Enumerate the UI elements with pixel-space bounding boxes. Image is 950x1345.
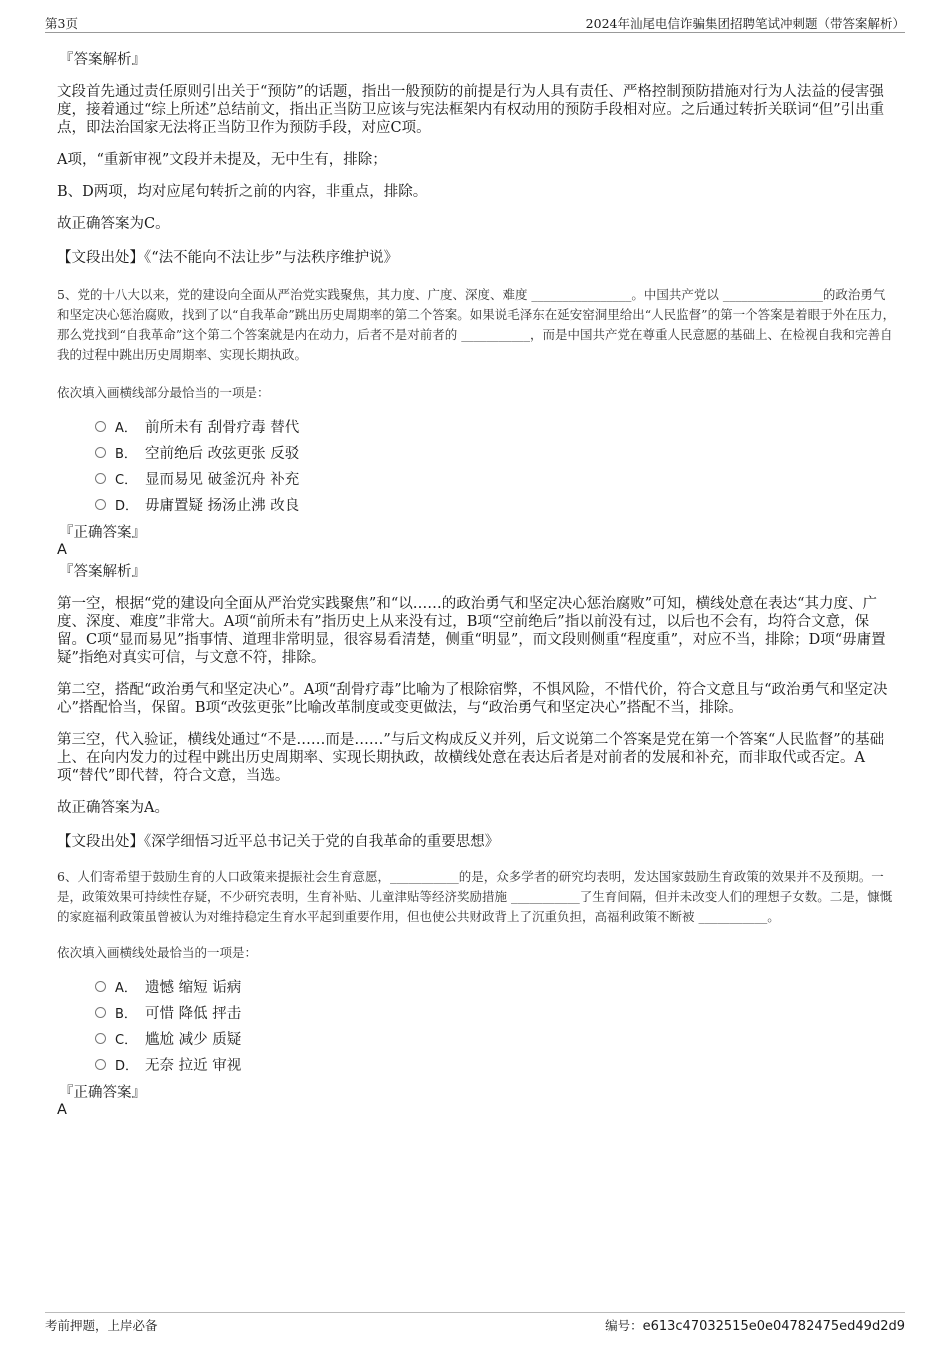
option-text: 可惜 降低 抨击 — [145, 1005, 242, 1022]
analysis-paragraph: 第一空，根据“党的建设向全面从严治党实践聚焦”和“以……的政治勇气和坚定决心惩治腐败”可知，横线处意在表达“其力度、广度、深度、难度”非常大。A项“前所未有”指历史上从来没有过，B项“空前绝后”指以前没有过，以后也不会有，均符合文意，保留。C项“显而易见”指事情、道理非常明显，很容易看清楚，侧重“明显”，而文段则侧重“程度重”，对应不当，排除；D项“毋庸置疑”指绝对真实可信，与文意不符，排除。 — [57, 596, 886, 666]
correct-answer: A — [57, 1102, 67, 1118]
radio-icon[interactable] — [95, 1059, 106, 1070]
radio-icon[interactable] — [95, 1007, 106, 1018]
option-letter: A． — [115, 420, 137, 436]
analysis-paragraph: 故正确答案为C。 — [57, 216, 170, 232]
option-c[interactable] — [95, 465, 897, 491]
radio-icon[interactable] — [95, 1033, 106, 1044]
correct-answer-label: 『正确答案』 — [59, 525, 146, 541]
question-instruction: 依次填入画横线部分最恰当的一项是： — [57, 385, 270, 400]
option-letter: C． — [115, 1032, 138, 1048]
option-text: 显而易见 破釜沉舟 补充 — [145, 471, 300, 488]
question-stem: 6、人们寄希望于鼓励生育的人口政策来提振社会生育意愿，___________的是，众多学者的研究均表明，发达国家鼓励生育政策的效果并不及预期。一是，政策效果可持续性存疑，不少研究表明，生育补贴、儿童津贴等经济奖励措施 ___________了生育间隔，但并未改变人们的理想子女数。二是，慷慨的家庭福利政策虽曾被认为对维持稳定生育水平起到重要作用，但也使公共财政背上了沉重负担，高福利政策不断被 ___________。 — [57, 869, 893, 924]
question-instruction: 依次填入画横线处最恰当的一项是： — [57, 945, 258, 960]
page-header — [45, 14, 905, 33]
document-title: 2024年汕尾电信诈骗集团招聘笔试冲刺题（带答案解析） — [585, 16, 905, 31]
option-letter: B． — [115, 1006, 137, 1022]
page-content — [57, 44, 897, 1118]
option-text: 毋庸置疑 扬汤止沸 改良 — [145, 497, 300, 514]
option-letter: D． — [115, 1058, 139, 1074]
correct-answer-label: 『正确答案』 — [59, 1085, 146, 1101]
option-letter: C． — [115, 472, 138, 488]
radio-icon[interactable] — [95, 981, 106, 992]
page-footer — [45, 1312, 905, 1335]
radio-icon[interactable] — [95, 421, 106, 432]
code-label: 编号： — [605, 1318, 643, 1333]
option-a[interactable] — [95, 413, 897, 439]
option-d[interactable] — [95, 491, 897, 517]
option-b[interactable] — [95, 439, 897, 465]
option-b[interactable] — [95, 999, 897, 1025]
analysis-paragraph: 故正确答案为A。 — [57, 800, 169, 816]
code-value: e613c47032515e0e04782475ed49d2d9 — [642, 1319, 905, 1334]
option-text: 尴尬 减少 质疑 — [145, 1031, 242, 1048]
option-d[interactable] — [95, 1051, 897, 1077]
option-letter: B． — [115, 446, 137, 462]
option-text: 前所未有 刮骨疗毒 替代 — [145, 419, 300, 436]
analysis-paragraph: B、D两项，均对应尾句转折之前的内容，非重点，排除。 — [57, 184, 428, 200]
option-c[interactable] — [95, 1025, 897, 1051]
option-text: 无奈 拉近 审视 — [145, 1057, 242, 1074]
option-list — [95, 973, 897, 1077]
correct-answer: A — [57, 542, 67, 558]
radio-icon[interactable] — [95, 447, 106, 458]
option-text: 空前绝后 改弦更张 反驳 — [145, 445, 300, 462]
analysis-label: 『答案解析』 — [59, 564, 146, 580]
radio-icon[interactable] — [95, 499, 106, 510]
option-letter: A． — [115, 980, 137, 996]
footer-slogan: 考前押题，上岸必备 — [45, 1318, 158, 1333]
question-stem: 5、党的十八大以来，党的建设向全面从严治党实践聚焦，其力度、广度、深度、难度 ________________。中国共产党以 ________________的政治勇气和坚定决心惩治腐败，找到了以“自我革命”跳出历史周期率的第二个答案。如果说毛泽东在延安窑洞里给出“人民监督”的第一个答案是着眼于外在压力，那么党找到“自我革命”这个第二个答案就是内在动力，后者不是对前者的 ___________，而是中国共产党在尊重人民意愿的基础上、在检视自我和完善自我的过程中跳出历史周期率、实现长期执政。 — [57, 287, 896, 362]
analysis-label: 『答案解析』 — [59, 52, 146, 68]
page-number: 第3页 — [45, 16, 78, 31]
source-citation: 【文段出处】《“法不能向不法让步”与法秩序维护说》 — [57, 250, 399, 266]
analysis-paragraph: A项，“重新审视”文段并未提及，无中生有，排除； — [57, 152, 387, 168]
option-list — [95, 413, 897, 517]
analysis-paragraph: 第三空，代入验证，横线处通过“不是……而是……”与后文构成反义并列，后文说第二个答案是党在第一个答案“人民监督”的基础上、在向内发力的过程中跳出历史周期率、实现长期执政，故横线处意在表达后者是对前者的发展和补充，而非取代或否定。A项“替代”即代替，符合文意，当选。 — [57, 732, 885, 784]
analysis-paragraph: 文段首先通过责任原则引出关于“预防”的话题，指出一般预防的前提是行为人具有责任、严格控制预防措施对行为人法益的侵害强度，接着通过“综上所述”总结前文，指出正当防卫应该与宪法框架内有权动用的预防手段相对应。之后通过转折关联词“但”引出重点，即法治国家无法将正当防卫作为预防手段，对应C项。 — [57, 84, 885, 136]
option-text: 遗憾 缩短 诟病 — [145, 979, 242, 996]
document-code — [605, 1316, 905, 1334]
option-a[interactable] — [95, 973, 897, 999]
option-letter: D． — [115, 498, 139, 514]
analysis-paragraph: 第二空，搭配“政治勇气和坚定决心”。A项“刮骨疗毒”比喻为了根除宿弊，不惧风险，不惜代价，符合文意且与“政治勇气和坚定决心”搭配恰当，保留。B项“改弦更张”比喻改革制度或变更做法，与“政治勇气和坚定决心”搭配不当，排除。 — [57, 682, 888, 716]
radio-icon[interactable] — [95, 473, 106, 484]
source-citation: 【文段出处】《深学细悟习近平总书记关于党的自我革命的重要思想》 — [57, 834, 500, 850]
